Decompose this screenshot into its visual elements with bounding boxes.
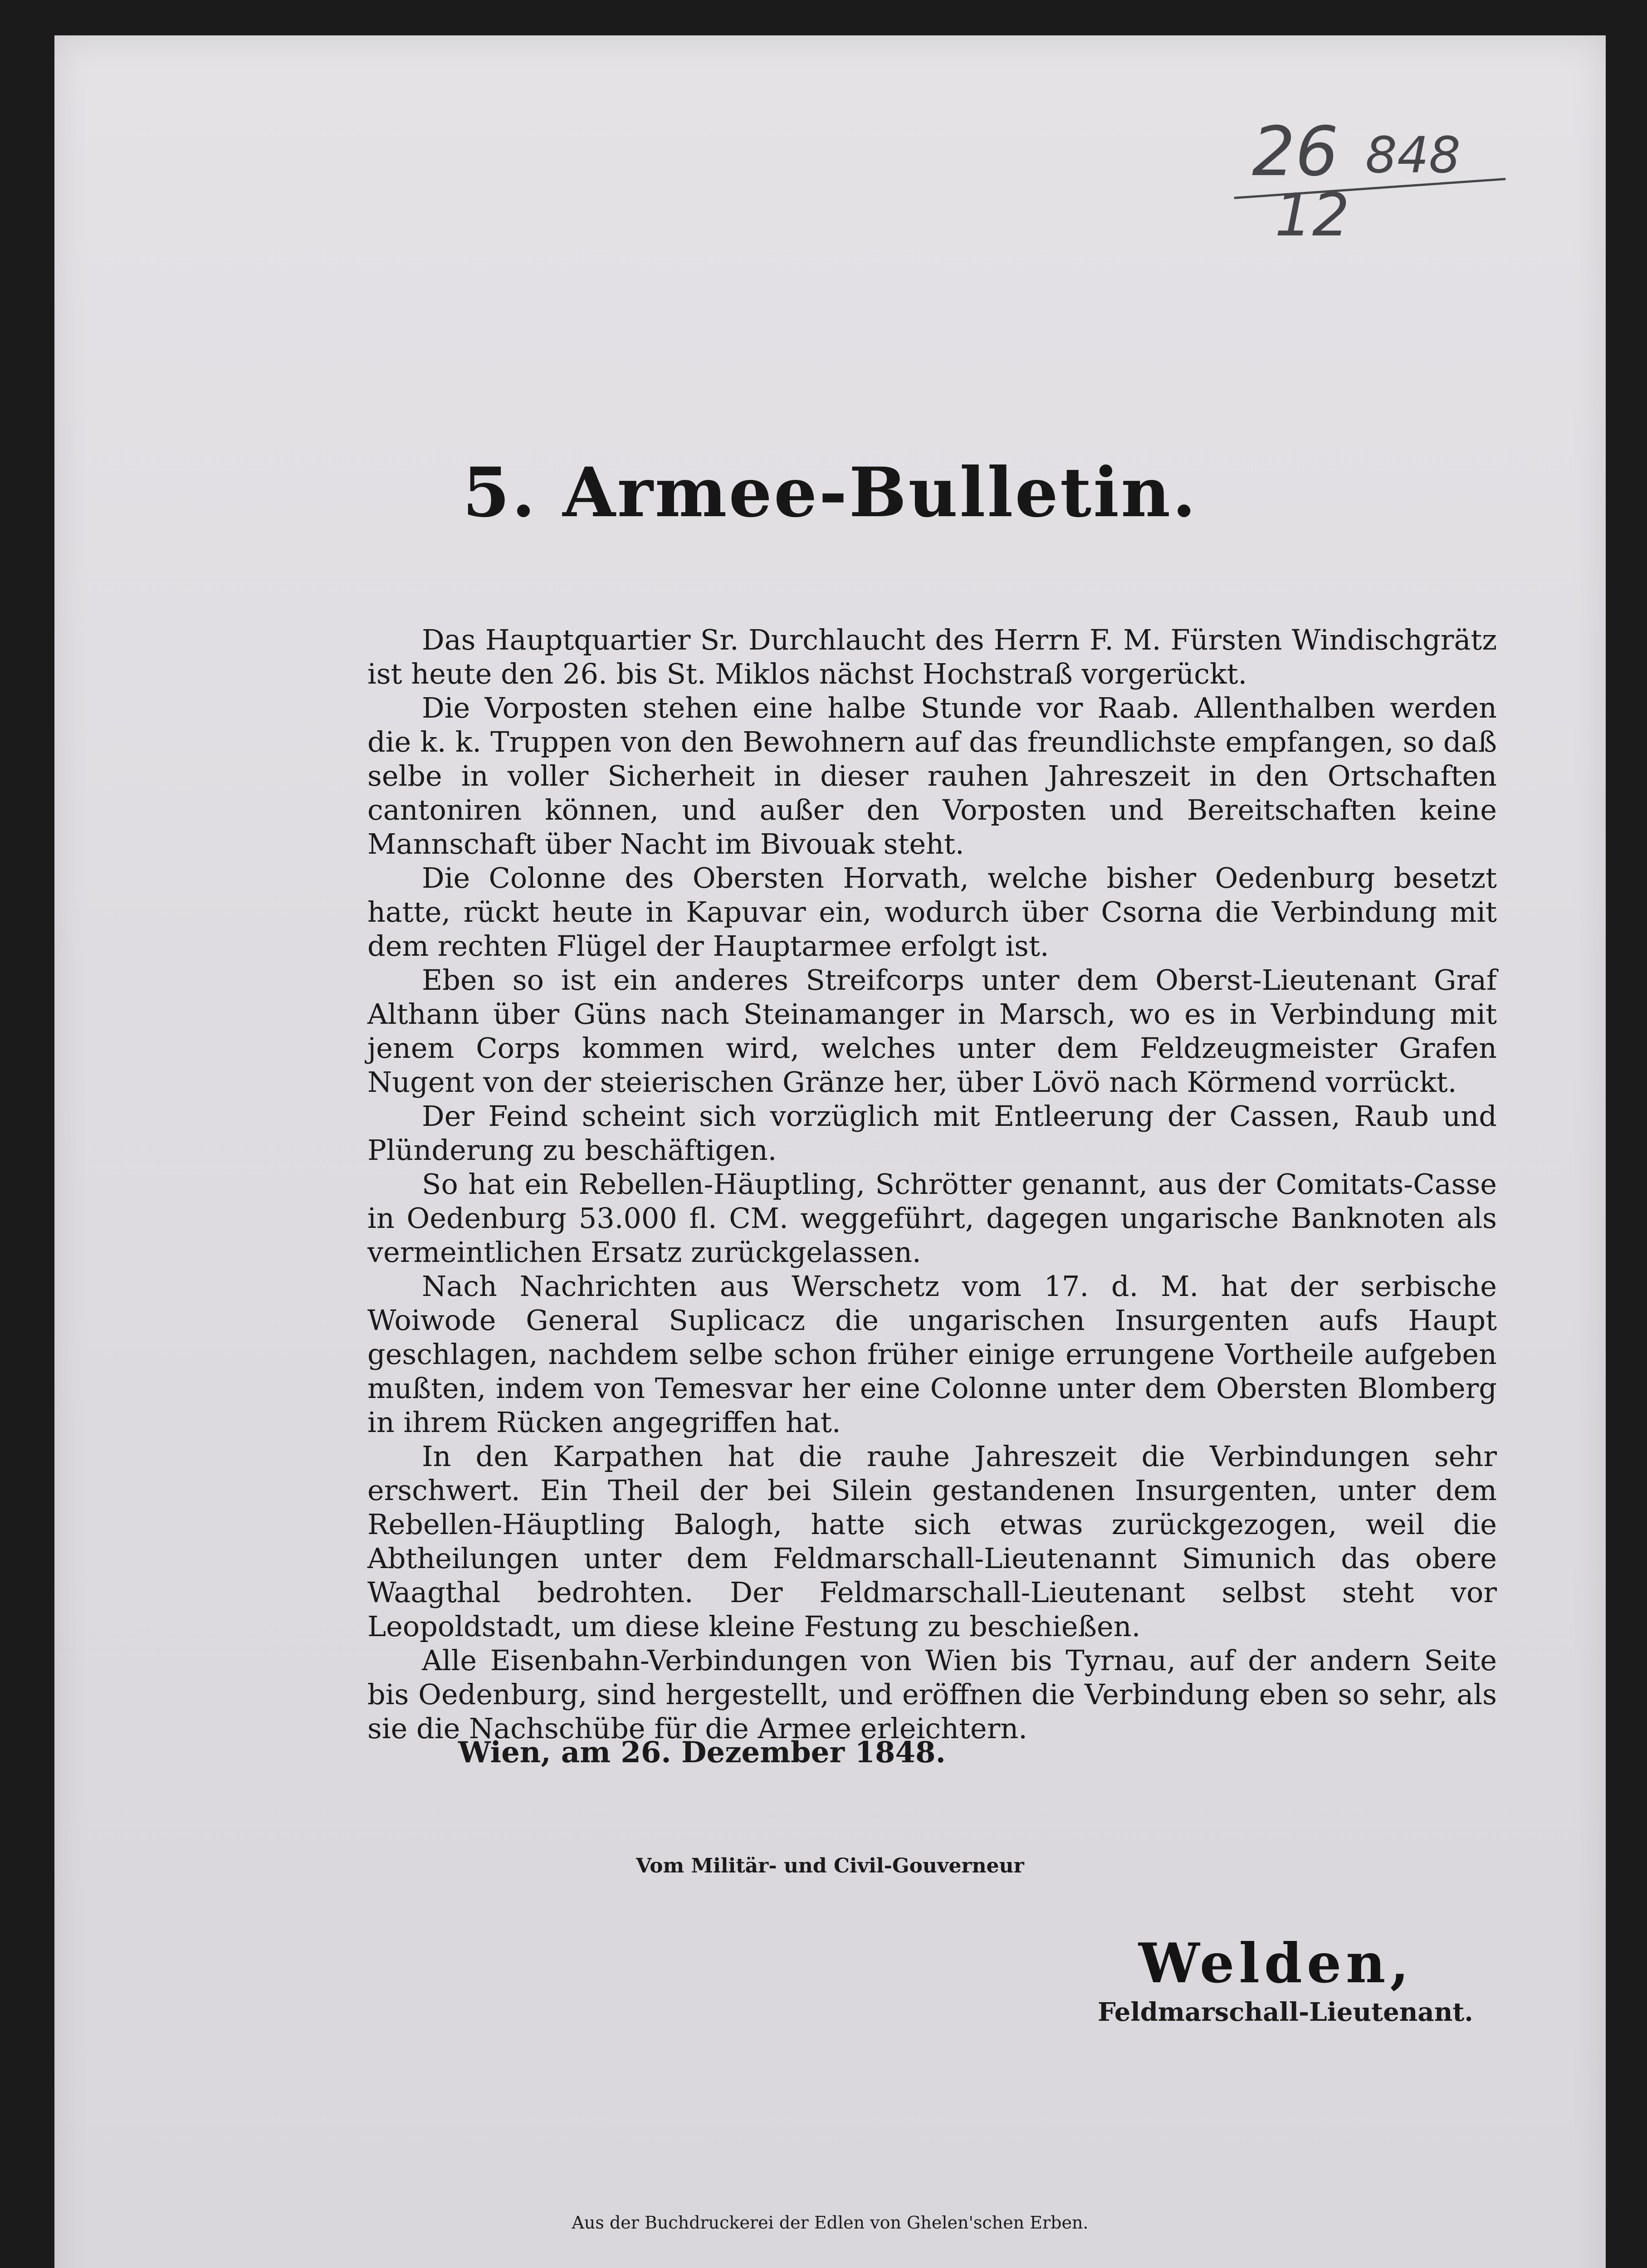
body-paragraph: Das Hauptquartier Sr. Durchlaucht des Herrn F. M. Fürsten Windischgrätz ist heute den 26. bis St. Miklos nächst Hochstraß vorgerückt. (367, 623, 1497, 690)
body-paragraph: Eben so ist ein anderes Streifcorps unter dem Oberst-Lieutenant Graf Althann über Güns nach Steinamanger in Marsch, wo es in Verbindung mit jenem Corps kommen wird, welches unter dem Feldzeugmeister Grafen Nugent von der steierischen Gränze her, über Lövö nach Körmend vorrückt. (367, 963, 1497, 1099)
archive-number-bottom: 12 (1275, 181, 1350, 249)
date-line: Wien, am 26. Dezember 1848. (458, 1735, 946, 1769)
archive-handwritten-note (1234, 112, 1515, 249)
body-paragraph: Die Vorposten stehen eine halbe Stunde vor Raab. Allenthalben werden die k. k. Truppen von den Bewohnern auf das freundlichste empfangen, so daß selbe in voller Sicherheit in dieser rauhen Jahreszeit in den Ortschaften cantoniren können, und außer den Vorposten und Bereitschaften keine Mannschaft über Nacht im Bivouak steht. (367, 691, 1497, 860)
body-paragraph: Die Colonne des Obersten Horvath, welche bisher Oedenburg besetzt hatte, rückt heute in Kapuvar ein, wodurch über Csorna die Verbindung mit dem rechten Flügel der Hauptarmee erfolgt ist. (367, 861, 1497, 963)
document-sheet (54, 35, 1606, 2268)
archive-number-top: 26 (1252, 112, 1339, 191)
body-paragraph: Nach Nachrichten aus Werschetz vom 17. d. M. hat der serbische Woiwode General Suplicacz die ungarischen Insurgenten aufs Haupt geschlagen, nachdem selbe schon früher einige errungene Vortheile aufgeben mußten, indem von Temesvar her eine Colonne unter dem Obersten Blomberg in ihrem Rücken angegriffen hat. (367, 1270, 1497, 1439)
printer-imprint: Aus der Buchdruckerei der Edlen von Ghelen'schen Erben. (572, 2213, 1089, 2233)
signature-rank: Feldmarschall-Lieutenant. (1098, 1997, 1473, 2027)
body-paragraph: So hat ein Rebellen-Häuptling, Schrötter genannt, aus der Comitats-Casse in Oedenburg 53.000 fl. CM. weggeführt, dagegen ungarische Banknoten als vermeintlichen Ersatz zurückgelassen. (367, 1168, 1497, 1269)
body-paragraph: Alle Eisenbahn-Verbindungen von Wien bis Tyrnau, auf der andern Seite bis Oedenburg, sind hergestellt, und eröffnen die Verbindung eben so sehr, als sie die Nachschübe für die Armee erleichtern. (367, 1644, 1497, 1745)
body-paragraph: Der Feind scheint sich vorzüglich mit Entleerung der Cassen, Raub und Plünderung zu beschäftigen. (367, 1100, 1497, 1167)
governor-line: Vom Militär- und Civil-Gouverneur (636, 1854, 1024, 1877)
bulletin-title: 5. Armee-Bulletin. (462, 453, 1198, 533)
signature-name: Welden, (1139, 1931, 1414, 1995)
bulletin-body (367, 623, 1497, 1745)
archive-number-side: 848 (1365, 126, 1461, 184)
body-paragraph: In den Karpathen hat die rauhe Jahreszeit die Verbindungen sehr erschwert. Ein Theil der bei Silein gestandenen Insurgenten, unter dem Rebellen-Häuptling Balogh, hatte sich etwas zurückgezogen, weil die Abtheilungen unter dem Feldmarschall-Lieutenannt Simunich das obere Waagthal bedrohten. Der Feldmarschall-Lieutenant selbst steht vor Leopoldstadt, um diese kleine Festung zu beschießen. (367, 1440, 1497, 1643)
